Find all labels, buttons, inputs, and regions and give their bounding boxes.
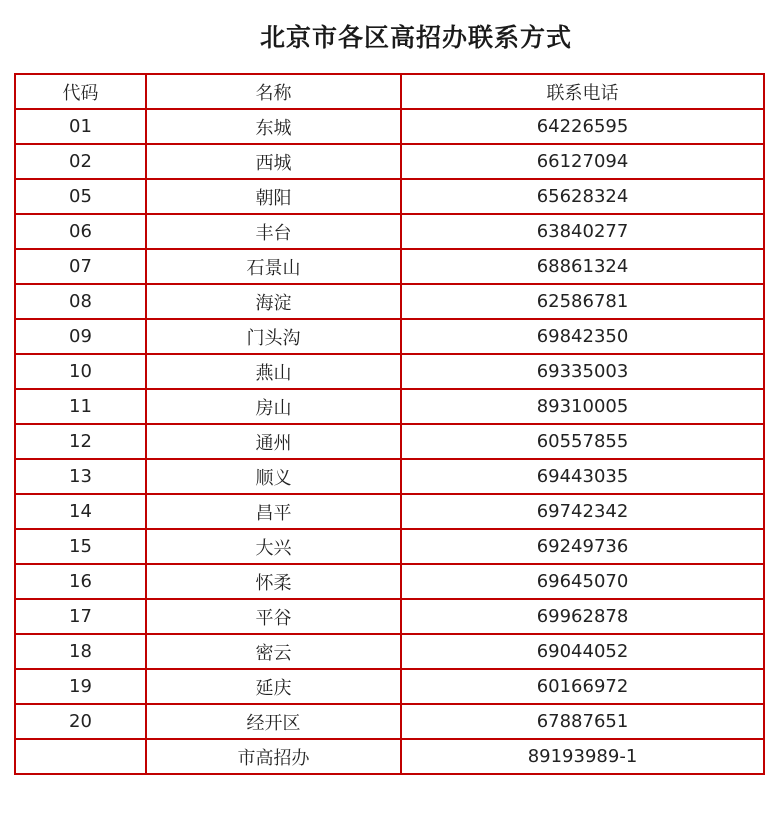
cell-phone: 69443035 — [401, 459, 764, 494]
table-row — [15, 494, 764, 529]
cell-district-name: 顺义 — [146, 459, 401, 494]
cell-district-name: 海淀 — [146, 284, 401, 319]
contacts-table — [14, 73, 765, 775]
table-row — [15, 529, 764, 564]
cell-code: 01 — [15, 109, 146, 144]
cell-phone: 68861324 — [401, 249, 764, 284]
cell-code: 11 — [15, 389, 146, 424]
table-row — [15, 144, 764, 179]
cell-district-name: 石景山 — [146, 249, 401, 284]
table-row — [15, 179, 764, 214]
cell-code: 20 — [15, 704, 146, 739]
cell-phone: 69962878 — [401, 599, 764, 634]
cell-code: 16 — [15, 564, 146, 599]
cell-district-name: 丰台 — [146, 214, 401, 249]
table-row — [15, 109, 764, 144]
cell-phone: 60166972 — [401, 669, 764, 704]
table-row — [15, 424, 764, 459]
cell-district-name: 平谷 — [146, 599, 401, 634]
table-row — [15, 669, 764, 704]
table-row — [15, 459, 764, 494]
cell-code: 15 — [15, 529, 146, 564]
cell-code: 12 — [15, 424, 146, 459]
cell-phone: 69645070 — [401, 564, 764, 599]
cell-code: 19 — [15, 669, 146, 704]
header-phone: 联系电话 — [401, 74, 764, 109]
cell-code: 06 — [15, 214, 146, 249]
cell-phone: 65628324 — [401, 179, 764, 214]
cell-code — [15, 739, 146, 774]
table-row — [15, 284, 764, 319]
table-row — [15, 249, 764, 284]
cell-district-name: 大兴 — [146, 529, 401, 564]
table-header — [15, 74, 764, 109]
cell-phone: 67887651 — [401, 704, 764, 739]
table-row — [15, 564, 764, 599]
cell-code: 07 — [15, 249, 146, 284]
cell-district-name: 市高招办 — [146, 739, 401, 774]
cell-district-name: 怀柔 — [146, 564, 401, 599]
cell-district-name: 燕山 — [146, 354, 401, 389]
cell-district-name: 房山 — [146, 389, 401, 424]
table-row — [15, 389, 764, 424]
cell-district-name: 东城 — [146, 109, 401, 144]
cell-phone: 69249736 — [401, 529, 764, 564]
cell-code: 13 — [15, 459, 146, 494]
cell-district-name: 昌平 — [146, 494, 401, 529]
header-row — [15, 74, 764, 109]
header-code: 代码 — [15, 74, 146, 109]
cell-code: 18 — [15, 634, 146, 669]
cell-district-name: 西城 — [146, 144, 401, 179]
cell-phone: 64226595 — [401, 109, 764, 144]
cell-district-name: 门头沟 — [146, 319, 401, 354]
cell-phone: 62586781 — [401, 284, 764, 319]
cell-phone: 69335003 — [401, 354, 764, 389]
cell-phone: 60557855 — [401, 424, 764, 459]
cell-code: 14 — [15, 494, 146, 529]
page-title: 北京市各区高招办联系方式 — [259, 23, 572, 52]
cell-code: 08 — [15, 284, 146, 319]
cell-phone: 69044052 — [401, 634, 764, 669]
table-row — [15, 319, 764, 354]
cell-code: 17 — [15, 599, 146, 634]
cell-phone: 63840277 — [401, 214, 764, 249]
table-row — [15, 634, 764, 669]
table-row — [15, 704, 764, 739]
cell-district-name: 密云 — [146, 634, 401, 669]
table-row — [15, 599, 764, 634]
cell-code: 05 — [15, 179, 146, 214]
table-row — [15, 354, 764, 389]
cell-district-name: 通州 — [146, 424, 401, 459]
cell-district-name: 朝阳 — [146, 179, 401, 214]
cell-phone: 66127094 — [401, 144, 764, 179]
cell-phone: 69842350 — [401, 319, 764, 354]
cell-code: 09 — [15, 319, 146, 354]
cell-phone: 69742342 — [401, 494, 764, 529]
table-row — [15, 214, 764, 249]
header-name: 名称 — [146, 74, 401, 109]
cell-phone: 89310005 — [401, 389, 764, 424]
cell-district-name: 经开区 — [146, 704, 401, 739]
table-body — [15, 109, 764, 774]
cell-code: 02 — [15, 144, 146, 179]
cell-phone: 89193989-1 — [401, 739, 764, 774]
table-row — [15, 739, 764, 774]
cell-district-name: 延庆 — [146, 669, 401, 704]
cell-code: 10 — [15, 354, 146, 389]
